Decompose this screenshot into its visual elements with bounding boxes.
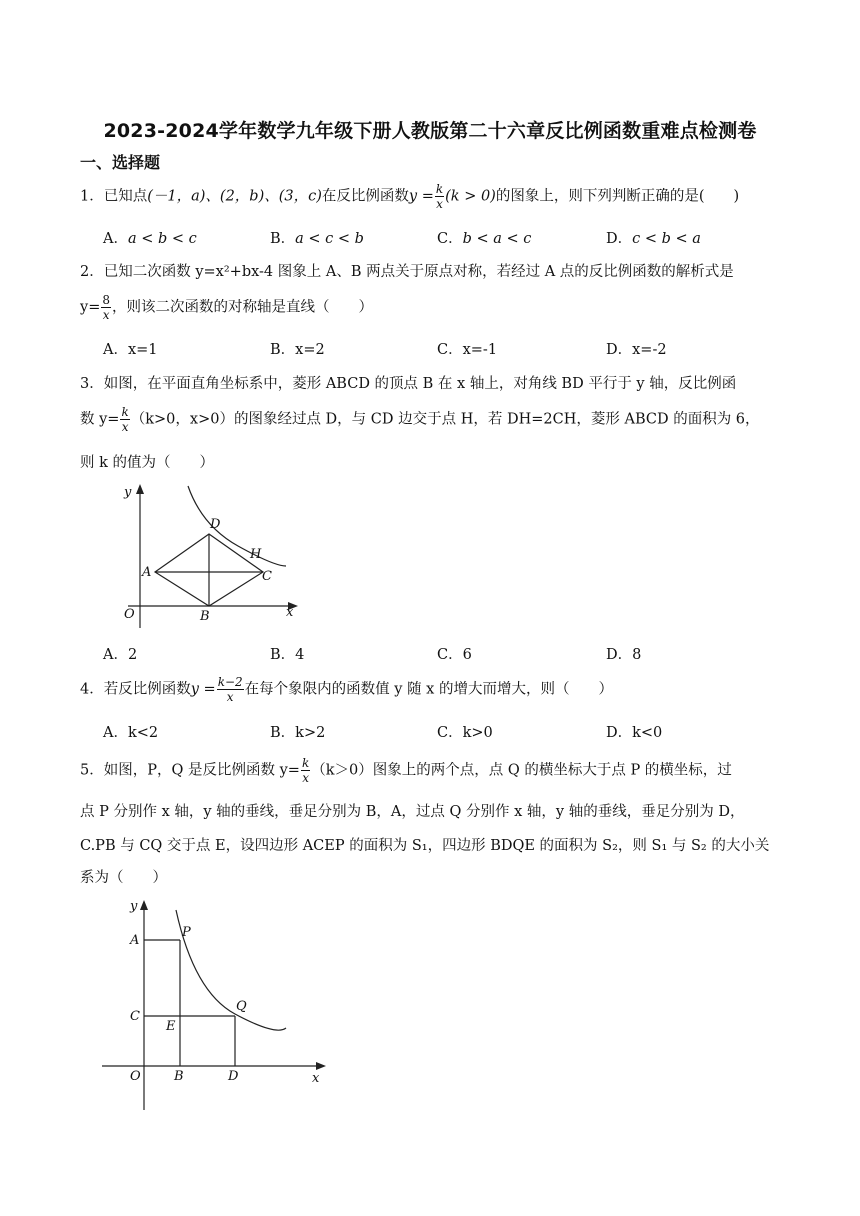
q3-label-x: x	[286, 605, 294, 620]
q3-label-y: y	[124, 485, 132, 500]
q5-label-e: E	[166, 1019, 176, 1034]
q1-points: (－1，𝑎)、(2，𝑏)、(3，𝑐)	[147, 188, 322, 205]
q5-label-x: x	[312, 1071, 320, 1086]
q5-label-p: P	[182, 925, 191, 940]
q5-label-c: C	[130, 1009, 140, 1024]
q2-option-a[interactable]: A．x=1	[103, 342, 158, 358]
question-3-line-1: 3．如图，在平面直角坐标系中，菱形 ABCD 的顶点 B 在 x 轴上，对角线 BD 平行于 y 轴，反比例函	[80, 376, 737, 392]
q5-label-y: y	[130, 899, 138, 914]
question-3-line-3: 则 k 的值为（ ）	[80, 455, 215, 471]
q3-text-a: 数 y=	[80, 411, 120, 428]
q2-denominator: 𝑥	[102, 308, 110, 322]
q4-numerator: 𝑘−2	[217, 675, 243, 689]
q3-option-b[interactable]: B．4	[270, 647, 305, 663]
q3-fraction	[120, 406, 129, 433]
q5-label-b: B	[174, 1069, 184, 1084]
q4-text-a: 4．若反比例函数	[80, 681, 191, 698]
q4-func-lhs: 𝑦 =	[190, 681, 216, 698]
q5-text-a: 5．如图，P，Q 是反比例函数 y=	[80, 762, 300, 779]
q5-y-arrow	[140, 900, 148, 910]
q2-option-d[interactable]: D．x=-2	[606, 342, 667, 358]
q2-text-b: ，则该二次函数的对称轴是直线（ ）	[111, 299, 373, 316]
q3-label-o: O	[124, 607, 135, 622]
q5-x-arrow	[316, 1062, 326, 1070]
q4-option-b[interactable]: B．k>2	[270, 725, 326, 741]
q4-option-a[interactable]: A．k<2	[103, 725, 159, 741]
q2-option-b[interactable]: B．x=2	[270, 342, 325, 358]
question-5-line-2: 点 P 分别作 x 轴，y 轴的垂线，垂足分别为 B，A，过点 Q 分别作 x 轴，y 轴的垂线，垂足分别为 D，	[80, 804, 745, 820]
q1-denominator: 𝑥	[436, 197, 443, 211]
q4-fraction	[217, 676, 244, 703]
q1-condition: (𝑘 > 0)	[445, 188, 496, 205]
question-2-line-1: 2．已知二次函数 y=x²+bx-4 图象上 A、B 两点关于原点对称，若经过 A 点的反比例函数的解析式是	[80, 264, 734, 280]
q5-figure	[96, 896, 336, 1116]
q3-label-h: H	[250, 547, 262, 562]
question-4	[80, 676, 613, 703]
q3-label-d: D	[210, 517, 221, 532]
q3-label-a: A	[142, 565, 152, 580]
q1-text-a: 1．已知点	[80, 188, 148, 205]
q3-option-c[interactable]: C．6	[437, 647, 472, 663]
q5-fraction	[301, 757, 310, 784]
q5-numerator: 𝑘	[301, 756, 310, 770]
q3-numerator: 𝑘	[121, 405, 129, 419]
q4-option-d[interactable]: D．k<0	[606, 725, 663, 741]
question-5-line-3: C.PB 与 CQ 交于点 E，设四边形 ACEP 的面积为 S₁，四边形 BDQE 的面积为 S₂，则 S₁ 与 S₂ 的大小关	[80, 838, 770, 854]
page-title: 2023-2024学年数学九年级下册人教版第二十六章反比例函数重难点检测卷	[103, 120, 757, 142]
q1-func-lhs: 𝑦 =	[408, 188, 434, 205]
q3-label-c: C	[262, 569, 272, 584]
q5-label-d: D	[228, 1069, 239, 1084]
q5-text-b: （k＞0）图象上的两个点，点 Q 的横坐标大于点 P 的横坐标，过	[311, 762, 732, 779]
q2-fraction	[101, 294, 111, 321]
q3-option-a[interactable]: A．2	[103, 647, 138, 663]
q4-option-c[interactable]: C．k>0	[437, 725, 493, 741]
question-5-line-4: 系为（ ）	[80, 870, 167, 886]
q5-curve	[176, 910, 286, 1030]
q2-text-a: y=	[80, 299, 101, 316]
q1-text-c: 在反比例函数	[321, 188, 409, 205]
q5-label-a: A	[130, 933, 140, 948]
q3-figure	[110, 478, 310, 638]
q4-text-b: 在每个象限内的函数值 y 随 x 的增大而增大，则（ ）	[244, 681, 613, 698]
q4-denominator: 𝑥	[226, 690, 234, 704]
q2-numerator: 8	[102, 293, 110, 307]
q5-denominator: 𝑥	[302, 771, 309, 785]
q1-option-a[interactable]: A．𝑎 < 𝑏 < 𝑐	[103, 231, 197, 247]
q2-option-c[interactable]: C．x=-1	[437, 342, 498, 358]
q1-option-b[interactable]: B．𝑎 < 𝑐 < 𝑏	[270, 231, 364, 247]
q3-label-b: B	[200, 609, 210, 624]
q1-fraction	[435, 183, 444, 210]
q3-y-arrow	[136, 484, 144, 494]
q5-label-q: Q	[236, 999, 247, 1014]
question-3-line-2	[80, 406, 760, 433]
q3-denominator: 𝑥	[121, 420, 129, 434]
question-2-line-2	[80, 294, 373, 321]
q1-text-f: 的图象上，则下列判断正确的是( )	[495, 188, 740, 205]
q1-option-c[interactable]: C．𝑏 < 𝑎 < 𝑐	[437, 231, 532, 247]
q3-option-d[interactable]: D．8	[606, 647, 642, 663]
question-5-line-1	[80, 757, 732, 784]
q3-text-b: （k>0，x>0）的图象经过点 D，与 CD 边交于点 H，若 DH=2CH，菱形 ABCD 的面积为 6，	[130, 411, 760, 428]
question-1	[80, 183, 739, 210]
q5-label-o: O	[130, 1069, 141, 1084]
section-heading: 一、选择题	[80, 153, 161, 172]
q1-option-d[interactable]: D．𝑐 < 𝑏 < 𝑎	[606, 231, 701, 247]
q1-numerator: 𝑘	[435, 182, 444, 196]
